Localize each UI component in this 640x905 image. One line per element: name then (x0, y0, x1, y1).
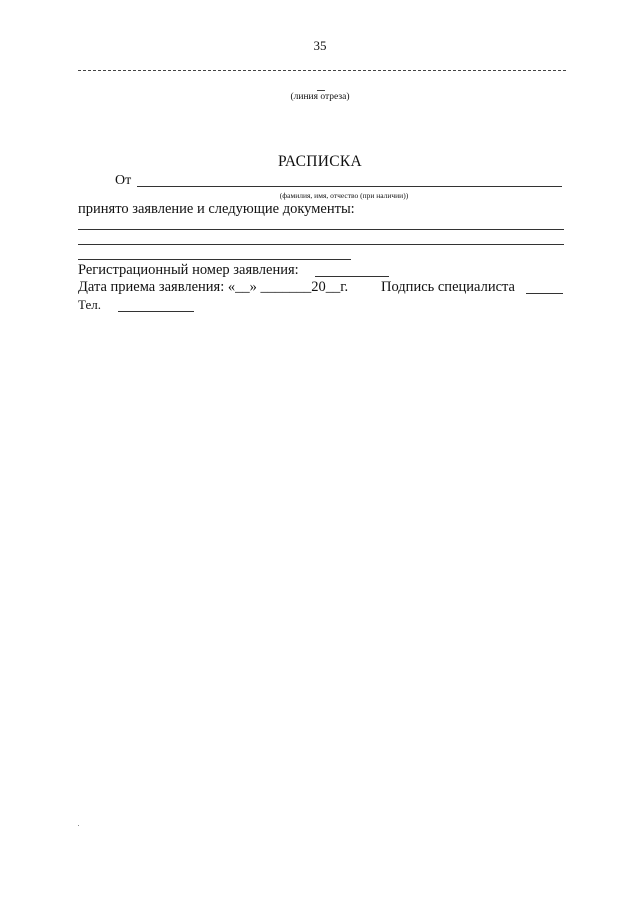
documents-line-1 (78, 229, 564, 230)
signature-line (526, 293, 563, 294)
scan-speck (78, 825, 79, 826)
fio-line (137, 186, 562, 187)
registration-number-line (315, 276, 389, 277)
fio-hint: (фамилия, имя, отчество (при наличии)) (279, 191, 409, 200)
receipt-title: РАСПИСКА (277, 153, 363, 170)
accepted-documents-label: принято заявление и следующие документы: (78, 201, 355, 217)
from-label: От (115, 173, 132, 188)
phone-line (118, 311, 194, 312)
page-number: 35 (313, 38, 327, 53)
cut-line-label: (линия отреза) (290, 92, 350, 102)
registration-number-label: Регистрационный номер заявления: (78, 262, 299, 278)
cut-line (78, 70, 566, 71)
cut-line-mark (317, 90, 325, 91)
acceptance-date: Дата приема заявления: «__» _______20__г. (78, 279, 349, 295)
documents-line-3 (78, 259, 351, 260)
phone-label: Тел. (78, 297, 101, 312)
signature-label: Подпись специалиста (381, 279, 515, 295)
documents-line-2 (78, 244, 564, 245)
